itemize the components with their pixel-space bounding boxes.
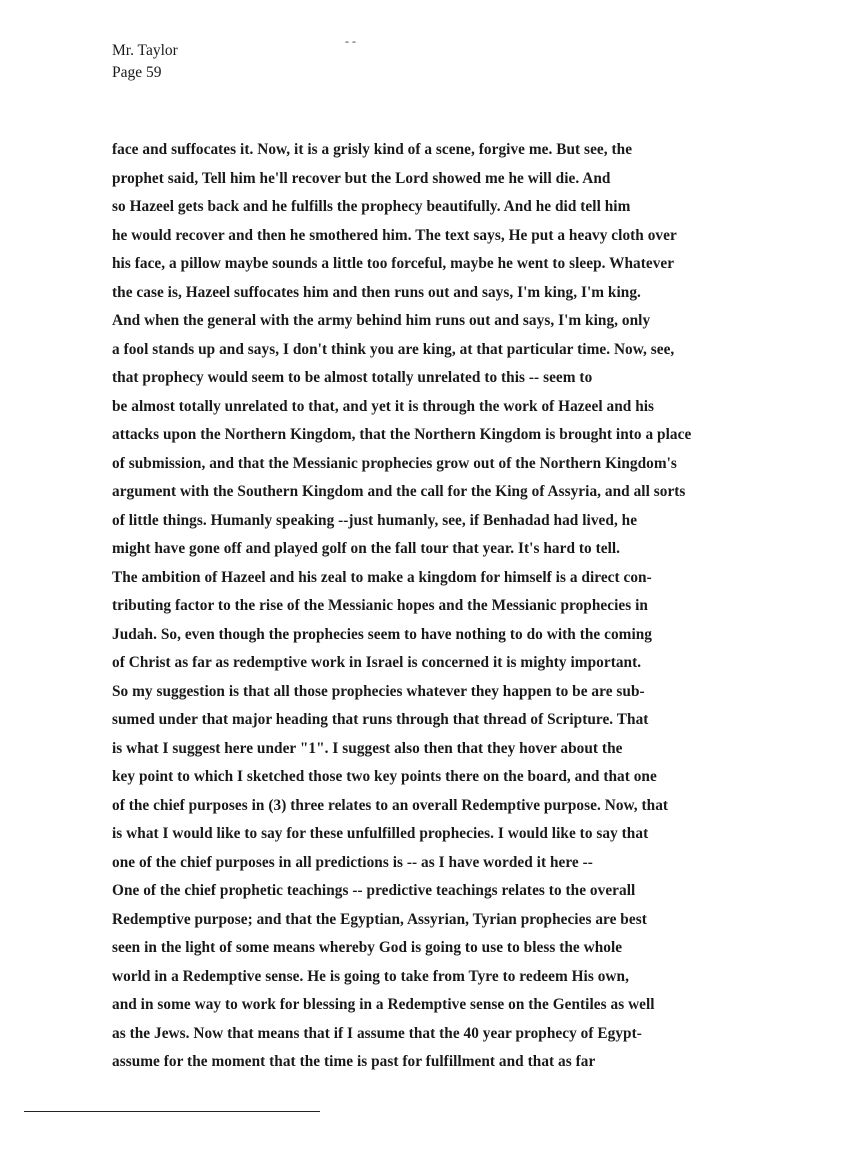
text-line: key point to which I sketched those two key points there on the board, and that one (112, 768, 657, 785)
text-line: Redemptive purpose; and that the Egyptian, Assyrian, Tyrian prophecies are best (112, 910, 647, 928)
footer-rule (24, 1111, 320, 1112)
page-header (112, 40, 178, 84)
text-line: of submission, and that the Messianic prophecies grow out of the Northern Kingdom's (112, 454, 677, 472)
text-line: might have gone off and played golf on the fall tour that year. It's hard to tell. (112, 540, 621, 557)
text-line: So my suggestion is that all those prophecies whatever they happen to be are sub- (112, 682, 645, 700)
text-line: assume for the moment that the time is past for fulfillment and that as far (112, 1053, 596, 1070)
text-line: The ambition of Hazeel and his zeal to make a kingdom for himself is a direct con- (112, 568, 652, 586)
text-line: sumed under that major heading that runs through that thread of Scripture. That (112, 711, 649, 728)
text-line: and in some way to work for blessing in a Redemptive sense on the Gentiles as well (112, 996, 655, 1013)
text-line: the case is, Hazeel suffocates him and then runs out and says, I'm king, I'm king. (112, 283, 641, 301)
text-line: prophet said, Tell him he'll recover but the Lord showed me he will die. And (112, 169, 611, 187)
text-line: is what I would like to say for these unfulfilled prophecies. I would like to say that (112, 825, 649, 842)
text-line: as the Jews. Now that means that if I assume that the 40 year prophecy of Egypt- (112, 1024, 642, 1042)
text-line: a fool stands up and says, I don't think you are king, at that particular time. Now, see, (112, 340, 675, 358)
text-line: world in a Redemptive sense. He is going to take from Tyre to redeem His own, (112, 967, 629, 985)
text-line: And when the general with the army behind him runs out and says, I'm king, only (112, 312, 651, 329)
text-line: argument with the Southern Kingdom and the call for the King of Assyria, and all sorts (112, 483, 686, 500)
text-line: be almost totally unrelated to that, and yet it is through the work of Hazeel and his (112, 397, 655, 415)
header-name: Mr. Taylor (112, 42, 178, 59)
stray-marks: - - (345, 34, 356, 48)
text-line: is what I suggest here under "1". I suggest also then that they hover about the (112, 739, 623, 757)
text-line: of little things. Humanly speaking --just humanly, see, if Benhadad had lived, he (112, 511, 638, 529)
text-line: One of the chief prophetic teachings -- predictive teachings relates to the overall (112, 882, 636, 899)
text-line: attacks upon the Northern Kingdom, that the Northern Kingdom is brought into a place (112, 426, 692, 443)
text-line: he would recover and then he smothered him. The text says, He put a heavy cloth over (112, 226, 677, 244)
text-line: face and suffocates it. Now, it is a grisly kind of a scene, forgive me. But see, the (112, 141, 633, 158)
text-line: of the chief purposes in (3) three relates to an overall Redemptive purpose. Now, that (112, 796, 669, 814)
text-line: so Hazeel gets back and he fulfills the prophecy beautifully. And he did tell him (112, 198, 631, 215)
header-page-number: Page 59 (112, 64, 162, 81)
text-line: Judah. So, even though the prophecies seem to have nothing to do with the coming (112, 625, 653, 643)
text-line: seen in the light of some means whereby God is going to use to bless the whole (112, 939, 623, 956)
text-line: one of the chief purposes in all predictions is -- as I have worded it here -- (112, 853, 593, 871)
body-text (112, 136, 792, 1077)
text-line: that prophecy would seem to be almost totally unrelated to this -- seem to (112, 369, 593, 386)
text-line: of Christ as far as redemptive work in Israel is concerned it is mighty important. (112, 654, 642, 671)
text-line: his face, a pillow maybe sounds a little too forceful, maybe he went to sleep. Whatever (112, 255, 675, 272)
text-line: tributing factor to the rise of the Messianic hopes and the Messianic prophecies in (112, 597, 648, 614)
